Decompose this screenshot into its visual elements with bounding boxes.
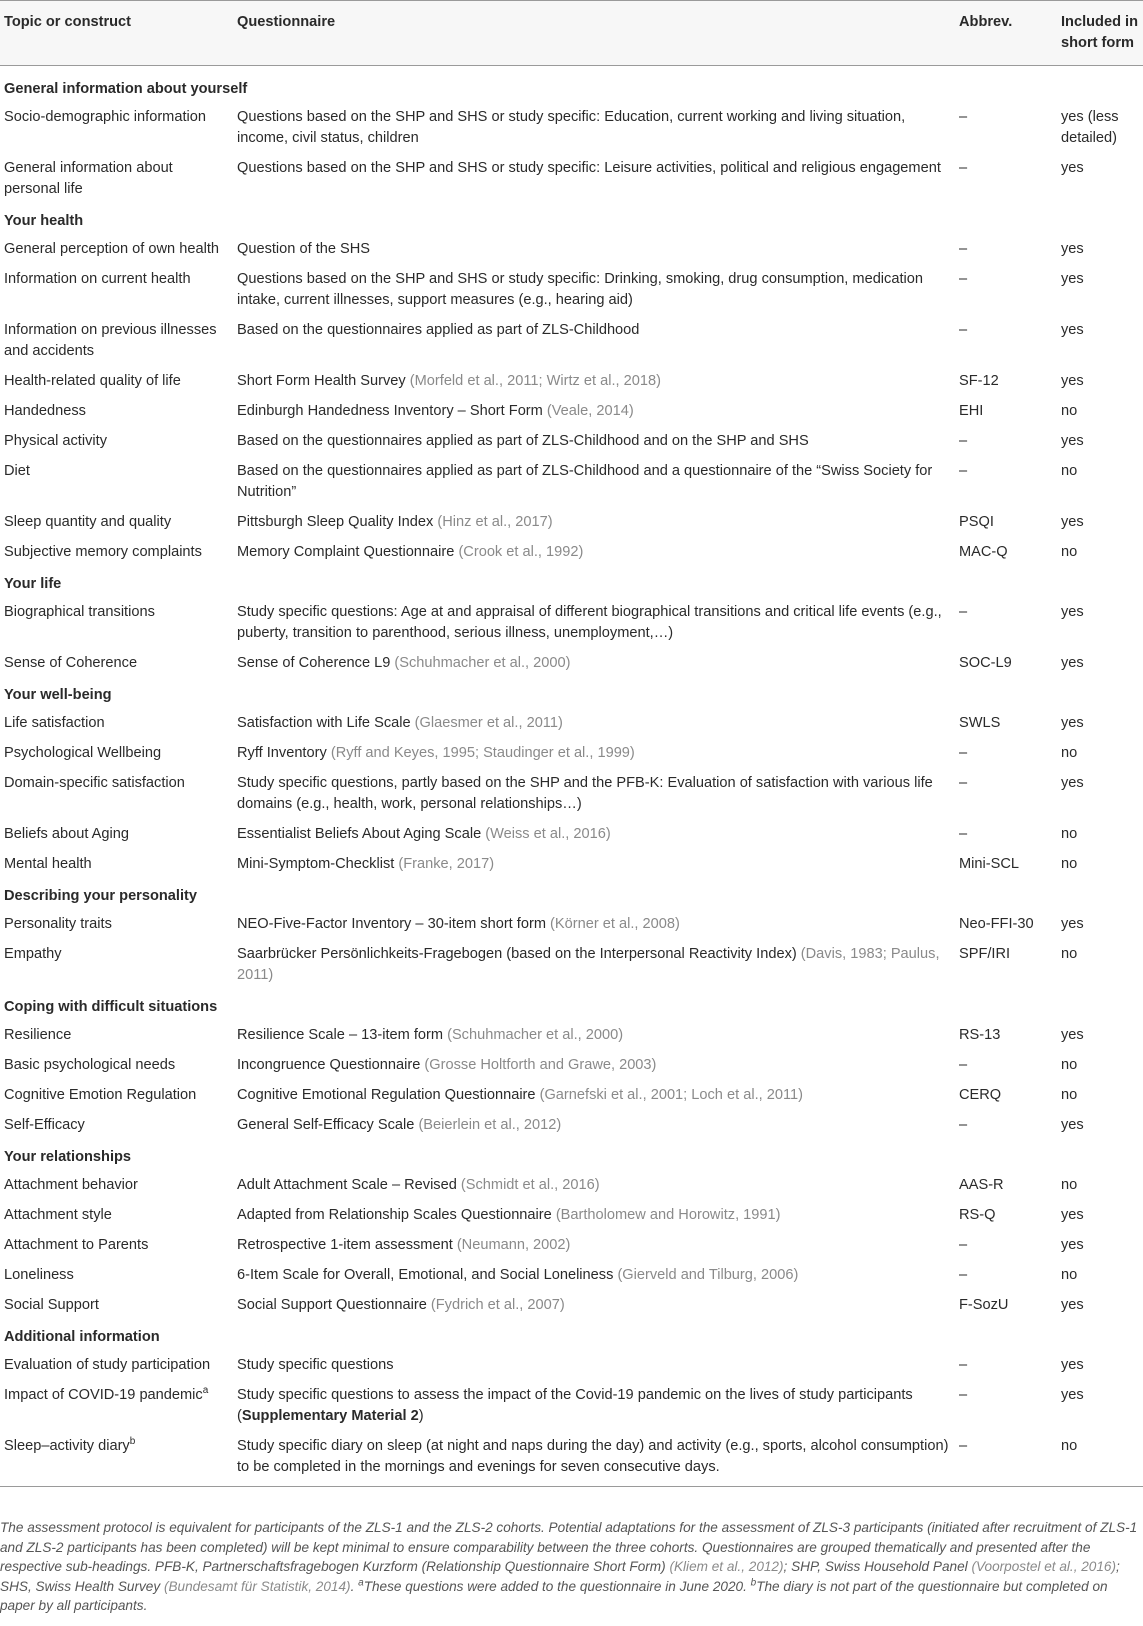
table-header <box>0 1 1143 66</box>
short-form-cell: yes <box>1061 715 1084 731</box>
topic-text: General information about personal life <box>4 160 173 197</box>
topic-cell <box>0 1432 233 1487</box>
text-part: Edinburgh Handedness Inventory – Short Form <box>237 403 547 419</box>
short-form-cell: yes <box>1061 1297 1084 1313</box>
table-row <box>0 1081 1143 1111</box>
abbrev-cell: – <box>959 604 968 620</box>
table-row <box>0 649 1143 679</box>
topic-text: Sense of Coherence <box>4 655 138 671</box>
abbrev-cell: – <box>959 160 968 176</box>
text-part: The diary is not part of the questionnaire but completed on paper by all participants. <box>0 1578 1108 1613</box>
short-form-cell: no <box>1061 403 1078 419</box>
table-row <box>0 940 1143 991</box>
citation-link[interactable]: (Garnefski et al., 2001; Loch et al., 2011) <box>539 1087 803 1103</box>
citation-link[interactable]: (Kliem et al., 2012) <box>669 1559 784 1574</box>
text-part: Based on the questionnaires applied as part of ZLS-Childhood <box>237 322 640 338</box>
text-part: Essentialist Beliefs About Aging Scale <box>237 826 486 842</box>
topic-text: Beliefs about Aging <box>4 826 129 842</box>
section-heading-row <box>0 991 1143 1021</box>
topic-cell <box>0 1231 233 1261</box>
citation-link[interactable]: (Beierlein et al., 2012) <box>418 1117 562 1133</box>
section-heading-row <box>0 568 1143 598</box>
abbrev-cell: – <box>959 1117 968 1133</box>
table-row <box>0 1201 1143 1231</box>
abbrev-cell: – <box>959 109 968 125</box>
topic-text: Cognitive Emotion Regulation <box>4 1087 197 1103</box>
text-part: Retrospective 1-item assessment <box>237 1237 457 1253</box>
text-part: 6-Item Scale for Overall, Emotional, and Social Loneliness <box>237 1267 618 1283</box>
short-form-cell: yes <box>1061 160 1084 176</box>
table-row <box>0 1351 1143 1381</box>
questionnaire-cell <box>233 598 955 649</box>
questionnaire-cell <box>233 739 955 769</box>
topic-text: Biographical transitions <box>4 604 155 620</box>
short-form-cell: no <box>1061 544 1078 560</box>
section-heading: General information about yourself <box>4 81 248 97</box>
topic-text: Subjective memory complaints <box>4 544 202 560</box>
section-heading-row <box>0 66 1143 104</box>
citation-link[interactable]: (Morfeld et al., 2011; Wirtz et al., 2018) <box>409 373 661 389</box>
questionnaire-cell <box>233 1051 955 1081</box>
abbrev-cell: Neo-FFI-30 <box>959 916 1034 932</box>
short-form-cell: no <box>1061 826 1078 842</box>
short-form-cell: no <box>1061 745 1078 761</box>
citation-link[interactable]: (Fydrich et al., 2007) <box>430 1297 565 1313</box>
short-form-cell: no <box>1061 1057 1078 1073</box>
table-row <box>0 1231 1143 1261</box>
citation-link[interactable]: (Glaesmer et al., 2011) <box>414 715 563 731</box>
short-form-cell: yes <box>1061 1357 1084 1373</box>
questionnaire-cell <box>233 910 955 940</box>
table-row <box>0 457 1143 508</box>
abbrev-cell: Mini-SCL <box>959 856 1020 872</box>
short-form-cell: yes <box>1061 433 1084 449</box>
short-form-cell: yes <box>1061 1117 1084 1133</box>
text-part: ; SHP, Swiss Household Panel <box>783 1559 972 1574</box>
section-heading: Describing your personality <box>4 888 198 904</box>
questionnaire-cell <box>233 508 955 538</box>
citation-link[interactable]: (Ryff and Keyes, 1995; Staudinger et al., 1999) <box>330 745 635 761</box>
short-form-cell: no <box>1061 946 1078 962</box>
topic-text: Socio-demographic information <box>4 109 206 125</box>
text-part: Pittsburgh Sleep Quality Index <box>237 514 438 530</box>
header-questionnaire: Questionnaire <box>233 1 955 66</box>
short-form-cell: yes <box>1061 373 1084 389</box>
section-heading: Additional information <box>4 1329 160 1345</box>
table-row <box>0 1111 1143 1141</box>
abbrev-cell: – <box>959 241 968 257</box>
abbrev-cell: F-SozU <box>959 1297 1009 1313</box>
table-row <box>0 1051 1143 1081</box>
text-part: Sense of Coherence L9 <box>237 655 395 671</box>
citation-link[interactable]: (Franke, 2017) <box>398 856 495 872</box>
topic-cell <box>0 265 233 316</box>
short-form-cell: yes <box>1061 655 1084 671</box>
abbrev-cell: – <box>959 1237 968 1253</box>
topic-cell <box>0 598 233 649</box>
abbrev-cell: – <box>959 271 968 287</box>
section-heading-row <box>0 1321 1143 1351</box>
topic-cell <box>0 1111 233 1141</box>
short-form-cell: yes <box>1061 241 1084 257</box>
abbrev-cell: – <box>955 1432 1057 1487</box>
topic-text: General perception of own health <box>4 241 219 257</box>
abbrev-cell: – <box>959 463 968 479</box>
text-part: General Self-Efficacy Scale <box>237 1117 419 1133</box>
table-row <box>0 598 1143 649</box>
footnote-marker: b <box>129 1436 136 1448</box>
citation-link[interactable]: (Körner et al., 2008) <box>550 916 680 932</box>
abbrev-cell: EHI <box>959 403 984 419</box>
abbrev-cell: AAS-R <box>959 1177 1004 1193</box>
text-part: Study specific questions, partly based on the SHP and the PFB-K: Evaluation of satisfaction with various life domains (e.g., health, work, personal relationships…) <box>237 775 933 812</box>
header-row <box>0 1 1143 66</box>
abbrev-cell: – <box>959 745 968 761</box>
questionnaire-cell <box>233 427 955 457</box>
questionnaire-cell <box>233 1111 955 1141</box>
text-part: Questions based on the SHP and SHS or study specific: Education, current working and living situation, income, civil status, children <box>237 109 906 146</box>
section-heading: Your life <box>4 576 62 592</box>
table-row <box>0 427 1143 457</box>
table-row <box>0 397 1143 427</box>
topic-cell <box>0 1261 233 1291</box>
table-row <box>0 1432 1143 1487</box>
header-topic: Topic or construct <box>0 1 233 66</box>
citation-link[interactable]: (Schuhmacher et al., 2000) <box>447 1027 624 1043</box>
topic-cell <box>0 427 233 457</box>
table-row <box>0 265 1143 316</box>
questionnaire-cell <box>233 1021 955 1051</box>
footnote-marker: a <box>358 1576 364 1588</box>
topic-text: Attachment to Parents <box>4 1237 149 1253</box>
questionnaire-cell <box>233 940 955 991</box>
topic-cell <box>0 1291 233 1321</box>
short-form-cell: yes <box>1061 1387 1084 1403</box>
short-form-cell: no <box>1057 1432 1143 1487</box>
short-form-cell: no <box>1061 1177 1078 1193</box>
topic-text: Personality traits <box>4 916 112 932</box>
abbrev-cell: – <box>959 322 968 338</box>
abbrev-cell: SPF/IRI <box>959 946 1011 962</box>
questionnaire-cell <box>233 397 955 427</box>
topic-text: Psychological Wellbeing <box>4 745 162 761</box>
table-row <box>0 1261 1143 1291</box>
short-form-cell: no <box>1061 463 1078 479</box>
text-part: Saarbrücker Persönlichkeits-Fragebogen (based on the Interpersonal Reactivity Index) <box>237 946 801 962</box>
questionnaire-cell <box>233 103 955 154</box>
short-form-cell: no <box>1061 1267 1078 1283</box>
citation-link[interactable]: (Crook et al., 1992) <box>458 544 584 560</box>
text-part: . <box>350 1578 359 1594</box>
topic-text: Attachment style <box>4 1207 112 1223</box>
text-part: The assessment protocol is equivalent for participants of the ZLS-1 and the ZLS-2 cohorts. Potential adaptations for the assessment of ZLS-3 participants (initiated after recruitment of ZLS-1 and ZLS-2 participants has been completed) will be kept minimal to ensure comparability between the three cohorts. Questionnaires are grouped thematically and presented after the respective sub-headings. PFB-K, Partnerschaftsfragebogen Kurzform (Relationship Questionnaire Short Form) <box>0 1520 1138 1574</box>
abbrev-cell: SWLS <box>959 715 1001 731</box>
topic-text: Handedness <box>4 403 86 419</box>
short-form-cell: yes <box>1061 271 1084 287</box>
topic-cell <box>0 1171 233 1201</box>
questionnaire-cell <box>233 367 955 397</box>
abbrev-cell: RS-Q <box>959 1207 996 1223</box>
topic-text: Sleep–activity diary <box>4 1438 130 1454</box>
table-row <box>0 850 1143 880</box>
text-part: Adult Attachment Scale – Revised <box>237 1177 461 1193</box>
table-row <box>0 367 1143 397</box>
text-part: Based on the questionnaires applied as part of ZLS-Childhood and on the SHP and SHS <box>237 433 809 449</box>
topic-text: Mental health <box>4 856 92 872</box>
footnote-marker: b <box>750 1576 757 1588</box>
questionnaire-cell <box>233 457 955 508</box>
topic-text: Health-related quality of life <box>4 373 181 389</box>
text-part: Question of the SHS <box>237 241 371 257</box>
text-part: Study specific questions to assess the impact of the Covid-19 pandemic on the lives of study participants ( <box>237 1387 913 1424</box>
section-heading-row <box>0 679 1143 709</box>
topic-cell <box>0 769 233 820</box>
text-part: ) <box>418 1408 424 1424</box>
short-form-cell: yes <box>1061 916 1084 932</box>
topic-cell <box>0 154 233 205</box>
table-footnote <box>0 1518 1140 1616</box>
citation-link[interactable]: (Hinz et al., 2017) <box>437 514 553 530</box>
text-part: Resilience Scale – 13-item form <box>237 1027 448 1043</box>
questionnaire-cell <box>233 265 955 316</box>
abbrev-cell: MAC-Q <box>959 544 1008 560</box>
topic-text: Sleep quantity and quality <box>4 514 172 530</box>
header-abbrev: Abbrev. <box>955 1 1057 66</box>
topic-cell <box>0 820 233 850</box>
table-row <box>0 316 1143 367</box>
abbrev-cell: – <box>959 1267 968 1283</box>
topic-cell <box>0 850 233 880</box>
text-part: Based on the questionnaires applied as part of ZLS-Childhood and a questionnaire of the “Swiss Society for Nutrition” <box>237 463 933 500</box>
topic-text: Physical activity <box>4 433 107 449</box>
topic-cell <box>0 1201 233 1231</box>
text-part: Mini-Symptom-Checklist <box>237 856 399 872</box>
questionnaire-cell <box>233 1171 955 1201</box>
abbrev-cell: – <box>959 775 968 791</box>
text-part: Cognitive Emotional Regulation Questionnaire <box>237 1087 540 1103</box>
topic-text: Information on current health <box>4 271 191 287</box>
topic-cell <box>0 910 233 940</box>
topic-text: Loneliness <box>4 1267 74 1283</box>
section-heading: Your relationships <box>4 1149 132 1165</box>
topic-cell <box>0 649 233 679</box>
section-heading: Coping with difficult situations <box>4 999 218 1015</box>
section-heading: Your well-being <box>4 687 112 703</box>
table-row <box>0 508 1143 538</box>
questionnaire-cell <box>233 649 955 679</box>
questionnaire-cell <box>233 1231 955 1261</box>
text-part: Adapted from Relationship Scales Questionnaire <box>237 1207 556 1223</box>
topic-cell <box>0 538 233 568</box>
table-row <box>0 709 1143 739</box>
questionnaire-cell <box>233 769 955 820</box>
topic-cell <box>0 1051 233 1081</box>
topic-cell <box>0 1021 233 1051</box>
table-row <box>0 235 1143 265</box>
text-part: These questions were added to the questionnaire in June 2020. <box>363 1578 751 1594</box>
table-row <box>0 1171 1143 1201</box>
short-form-cell: yes <box>1061 1027 1084 1043</box>
topic-text: Basic psychological needs <box>4 1057 176 1073</box>
topic-cell <box>0 1381 233 1432</box>
topic-text: Attachment behavior <box>4 1177 138 1193</box>
section-heading-row <box>0 205 1143 235</box>
footnote-marker: a <box>202 1385 209 1397</box>
topic-cell <box>0 367 233 397</box>
citation-link[interactable]: (Schuhmacher et al., 2000) <box>394 655 571 671</box>
citation-link[interactable]: (Gierveld and Tilburg, 2006) <box>617 1267 799 1283</box>
topic-cell <box>0 457 233 508</box>
abbrev-cell: – <box>959 1357 968 1373</box>
questionnaire-cell <box>233 538 955 568</box>
text-part: Ryff Inventory <box>237 745 331 761</box>
table-row <box>0 538 1143 568</box>
topic-cell <box>0 508 233 538</box>
abbrev-cell: SF-12 <box>959 373 999 389</box>
text-part: Memory Complaint Questionnaire <box>237 544 459 560</box>
short-form-cell: yes <box>1061 1237 1084 1253</box>
questionnaire-cell <box>233 235 955 265</box>
topic-text: Empathy <box>4 946 62 962</box>
table-row <box>0 769 1143 820</box>
abbrev-cell: PSQI <box>959 514 994 530</box>
topic-text: Diet <box>4 463 30 479</box>
topic-cell <box>0 316 233 367</box>
topic-text: Resilience <box>4 1027 72 1043</box>
abbrev-cell: – <box>959 1057 968 1073</box>
short-form-cell: yes <box>1061 1207 1084 1223</box>
questionnaire-cell <box>233 316 955 367</box>
abbrev-cell: RS-13 <box>959 1027 1001 1043</box>
text-part: Social Support Questionnaire <box>237 1297 431 1313</box>
table-row <box>0 1291 1143 1321</box>
short-form-cell: yes <box>1061 604 1084 620</box>
citation-link[interactable]: (Bundesamt für Statistik, 2014) <box>163 1578 351 1594</box>
short-form-cell: yes <box>1061 775 1084 791</box>
topic-cell <box>0 709 233 739</box>
questionnaire-cell <box>233 820 955 850</box>
text-part: Study specific diary on sleep (at night and naps during the day) and activity (e.g., sports, alcohol consumption) to be completed in the mornings and evenings for seven consecutive days. <box>237 1438 949 1475</box>
table-row <box>0 910 1143 940</box>
section-heading-row <box>0 880 1143 910</box>
section-heading-row <box>0 1141 1143 1171</box>
topic-text: Self-Efficacy <box>4 1117 85 1133</box>
questionnaire-cell <box>233 154 955 205</box>
questionnaire-cell <box>233 1351 955 1381</box>
questionnaire-cell <box>233 1201 955 1231</box>
topic-cell <box>0 1081 233 1111</box>
citation-link[interactable]: (Weiss et al., 2016) <box>485 826 611 842</box>
topic-text: Evaluation of study participation <box>4 1357 211 1373</box>
topic-text: Social Support <box>4 1297 99 1313</box>
topic-cell <box>0 940 233 991</box>
short-form-cell: yes <box>1061 514 1084 530</box>
text-part: ; SHS, Swiss Health Survey <box>0 1559 1120 1594</box>
citation-link[interactable]: (Davis, 1983; Paulus, 2011) <box>237 946 940 983</box>
topic-text: Domain-specific satisfaction <box>4 775 185 791</box>
text-part: Incongruence Questionnaire <box>237 1057 425 1073</box>
topic-text: Life satisfaction <box>4 715 105 731</box>
questionnaire-cell <box>233 709 955 739</box>
abbrev-cell: – <box>959 826 968 842</box>
citation-link[interactable]: (Neumann, 2002) <box>456 1237 571 1253</box>
questionnaire-cell <box>233 1432 955 1487</box>
text-part: Study specific questions: Age at and appraisal of different biographical transitions and critical life events (e.g., puberty, transition to parenthood, serious illness, unemployment,…) <box>237 604 942 641</box>
table-row <box>0 1021 1143 1051</box>
supplementary-link[interactable]: Supplementary Material 2 <box>241 1408 419 1424</box>
header-short-form: Included in short form <box>1057 1 1143 66</box>
table-row <box>0 154 1143 205</box>
citation-link[interactable]: (Bartholomew and Horowitz, 1991) <box>555 1207 781 1223</box>
citation-link[interactable]: (Schmidt et al., 2016) <box>460 1177 600 1193</box>
abbrev-cell: SOC-L9 <box>959 655 1012 671</box>
topic-cell <box>0 1351 233 1381</box>
text-part: Short Form Health Survey <box>237 373 410 389</box>
topic-cell <box>0 235 233 265</box>
table-row <box>0 103 1143 154</box>
short-form-cell: no <box>1061 1087 1078 1103</box>
citation-link[interactable]: (Voorpostel et al., 2016) <box>971 1559 1117 1574</box>
topic-cell <box>0 397 233 427</box>
citation-link[interactable]: (Grosse Holtforth and Grawe, 2003) <box>424 1057 657 1073</box>
short-form-cell: yes <box>1061 322 1084 338</box>
topic-text: Information on previous illnesses and accidents <box>4 322 217 359</box>
abbrev-cell: CERQ <box>959 1087 1002 1103</box>
text-part: Questions based on the SHP and SHS or study specific: Drinking, smoking, drug consumption, medication intake, current illnesses, support measures (e.g., hearing aid) <box>237 271 923 308</box>
table-body <box>0 66 1143 1487</box>
table-row <box>0 739 1143 769</box>
questionnaire-cell <box>233 1291 955 1321</box>
topic-cell <box>0 103 233 154</box>
short-form-cell: yes (less detailed) <box>1061 109 1119 146</box>
abbrev-cell: – <box>959 1387 968 1403</box>
topic-cell <box>0 739 233 769</box>
questionnaire-cell <box>233 1081 955 1111</box>
abbrev-cell: – <box>959 433 968 449</box>
text-part: NEO-Five-Factor Inventory – 30-item short form <box>237 916 551 932</box>
questionnaire-cell <box>233 850 955 880</box>
short-form-cell: no <box>1061 856 1078 872</box>
topic-text: Impact of COVID-19 pandemic <box>4 1387 203 1403</box>
section-heading: Your health <box>4 213 84 229</box>
text-part: Study specific questions <box>237 1357 394 1373</box>
citation-link[interactable]: (Veale, 2014) <box>546 403 634 419</box>
text-part: Satisfaction with Life Scale <box>237 715 415 731</box>
questionnaire-cell <box>233 1381 955 1432</box>
table-row <box>0 820 1143 850</box>
table-row <box>0 1381 1143 1432</box>
text-part: Questions based on the SHP and SHS or study specific: Leisure activities, political and religious engagement <box>237 160 941 176</box>
questionnaire-cell <box>233 1261 955 1291</box>
